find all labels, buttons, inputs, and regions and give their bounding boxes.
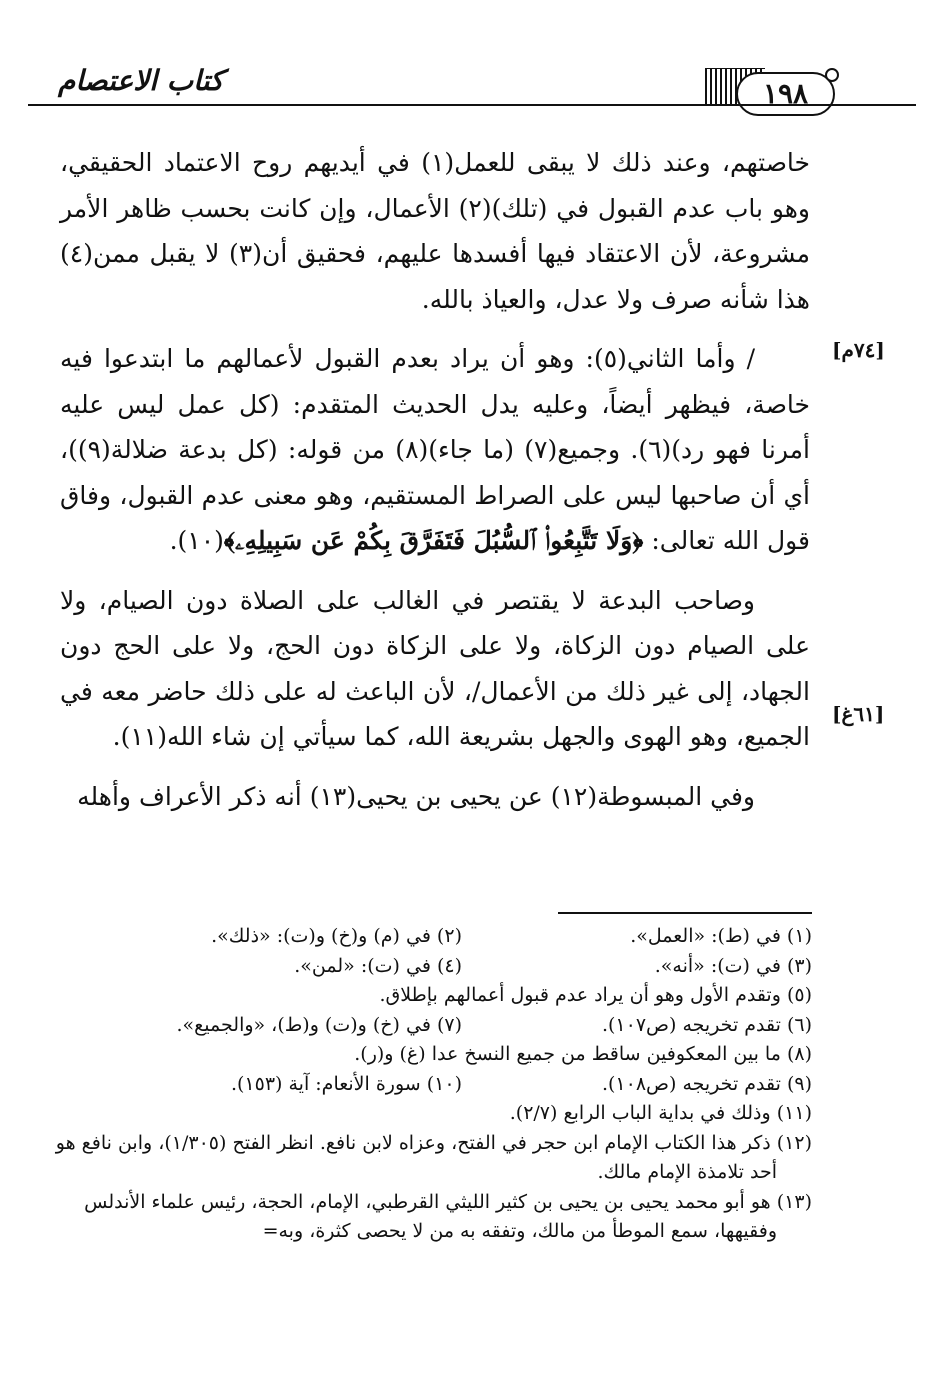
- footnote: (١١) وذلك في بداية الباب الرابع (٢/٧).: [509, 1102, 812, 1124]
- paragraph: خاصتهم، وعند ذلك لا يبقى للعمل(١) في أيديهم روح الاعتماد الحقيقي، وهو باب عدم القبول في (تلك)(٢) الأعمال، وإن كانت بحسب ظاهر الأمر مشروعة، لأن الاعتقاد فيها أفسدها عليهم، فحقيق أن(٣) لا يقبل ممن(٤) هذا شأنه صرف ولا عدل، والعياذ بالله.: [60, 148, 811, 314]
- margin-ref-gh61: [٦١غ]: [832, 702, 885, 726]
- footnote: (٤) في (ت): «لمن».: [294, 954, 462, 977]
- footnote-row: [40, 1011, 812, 1041]
- footnote-row: [40, 922, 812, 952]
- quran-verse: ﴿وَلَا تَتَّبِعُوا۟ ٱلسُّبُلَ فَتَفَرَّقَ بِكُمْ عَن سَبِيلِهِۦ﴾: [223, 526, 644, 555]
- paragraph: وفي المبسوطة(١٢) عن يحيى بن يحيى(١٣) أنه ذكر الأعراف وأهله: [77, 781, 755, 811]
- footnote: (٦) تقدم تخريجه (ص١٠٧).: [601, 1013, 812, 1036]
- footnote: (٢) في (م) و(خ) و(ت): «ذلك».: [211, 925, 462, 947]
- footnote: (١٠) سورة الأنعام: آية (١٥٣).: [230, 1072, 462, 1095]
- page-header: [28, 58, 916, 108]
- paragraph-text: / وأما الثاني(٥): وهو أن يراد بعدم القبول لأعمالهم ما ابتدعوا فيه خاصة، فيظهر أيضاً، وعليه يدل الحديث المتقدم: (كل عمل ليس عليه أمرنا فهو رد)(٦). وجميع(٧) (ما جاء)(٨) من قوله: (كل بدعة ضلالة(٩))، أي أن صاحبها ليس على الصراط المستقيم، وهو معنى عدم القبول، وفاق قول الله تعالى:: [60, 344, 811, 555]
- paragraph: [60, 336, 810, 564]
- page-number: ١٩٨: [736, 72, 835, 116]
- footnote-row: [40, 1070, 812, 1100]
- footnote: (١٣) هو أبو محمد يحيى بن يحيى بن كثير الليثي القرطبي، الإمام، الحجة، رئيس علماء الأندلس وفقيهها، سمع الموطأ من مالك، وتفقه به من لا يحصى كثرة، وبه=: [84, 1190, 812, 1242]
- paragraph: وصاحب البدعة لا يقتصر في الغالب على الصلاة دون الصيام، ولا على الصيام دون الزكاة، ولا على الزكاة دون الحج، ولا على الحج دون الجهاد، إلى غير ذلك من الأعمال/، لأن الباعث له على ذلك حاضر معه في الجميع، وهو الهوى والجهل بشريعة الله، كما سيأتي إن شاء الله(١١).: [60, 585, 810, 751]
- main-text: [60, 140, 810, 833]
- margin-ref-m74: [٧٤م]: [832, 338, 885, 362]
- footnote: (٩) تقدم تخريجه (ص١٠٨).: [601, 1072, 812, 1095]
- footnotes: [40, 922, 812, 1247]
- footnote-ref: (١٠).: [169, 526, 224, 555]
- book-title: كتاب الاعتصام: [58, 64, 224, 97]
- footnote: (٧) في (خ) و(ت) و(ط)، «والجميع».: [176, 1013, 462, 1036]
- header-rule: [28, 104, 916, 106]
- footnote: (٨) ما بين المعكوفين ساقط من جميع النسخ عدا (غ) و(ر).: [354, 1043, 812, 1065]
- footnote: (١) في (ط): «العمل».: [630, 925, 812, 947]
- footnote: (٣) في (ت): «أنه».: [654, 954, 812, 977]
- footnote: (١٢) ذكر هذا الكتاب الإمام ابن حجر في الفتح، وعزاه لابن نافع. انظر الفتح (١/٣٠٥)، وابن نافع هو أحد تلامذة الإمام مالك.: [55, 1131, 812, 1183]
- footnote-rule: [558, 912, 812, 914]
- footnote-row: [40, 952, 812, 982]
- footnote: (٥) وتقدم الأول وهو أن يراد عدم قبول أعمالهم بإطلاق.: [379, 984, 812, 1006]
